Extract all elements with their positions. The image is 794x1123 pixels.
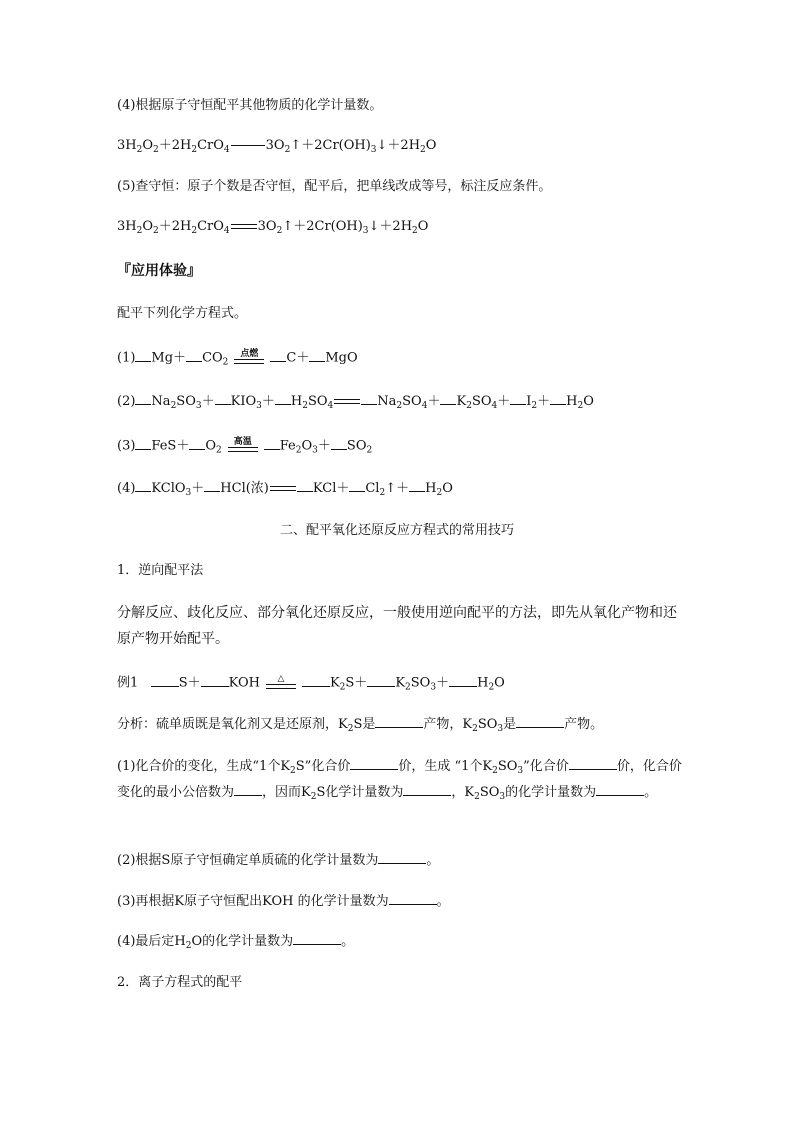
equals-sign bbox=[270, 486, 296, 491]
condition-heat: △ bbox=[266, 673, 296, 693]
question-2: (2)根据S原子守恒确定单质硫的化学计量数为 。 bbox=[117, 853, 440, 868]
single-line-arrow bbox=[231, 145, 265, 146]
example-label: 例1 bbox=[117, 675, 139, 691]
question-3: (3)再根据K原子守恒配出KOH 的化学计量数为 。 bbox=[117, 894, 450, 909]
equals-sign bbox=[231, 224, 257, 229]
equation-final: $3H_2O_2+2H_2CrO_4$ $3O_2↑+2Cr(OH)_3↓+2H_2O$ bbox=[117, 219, 429, 236]
exercise-intro: 配平下列化学方程式。 bbox=[117, 306, 248, 321]
equation-draft: $3H_2O_2+2H_2CrO_4$ $3O_2↑+2Cr(OH)_3↓+2H_2O$ bbox=[117, 138, 437, 155]
exercise-label: (2) bbox=[117, 394, 136, 409]
exercise-label: (4) bbox=[117, 481, 136, 496]
method1-title: 1．逆向配平法 bbox=[117, 563, 204, 578]
exercise-1: (1) $Mg+ CO_2$ 点燃 C＋ MgO bbox=[117, 349, 358, 368]
method2-title: 2．离子方程式的配平 bbox=[117, 975, 243, 990]
example-1: 例1 S＋ KOH △ $K_2S+ K_2SO_3+ H_2O$ bbox=[117, 674, 505, 693]
condition-high-temp: 高温 bbox=[228, 436, 258, 456]
exercise-4: (4) KClO$_3$＋ HCl(浓) $KCl+ Cl_2↑+ H_2O$ bbox=[117, 481, 453, 498]
question-4: (4)最后定$H_2O$的化学计量数为 。 bbox=[117, 934, 355, 951]
step4-text: (4)根据原子守恒配平其他物质的化学计量数。 bbox=[117, 98, 383, 113]
exercise-label: (3) bbox=[117, 438, 136, 454]
question-1: (1)化合价的变化，生成“1个$K_2S$”化合价 价，生成 “1个$K_2SO_3$”化合价 价，化合价变化的最小公倍数为 ，因而$K_2S$化学计量数为 ，$K_2SO_3$的化学计量数为 。 bbox=[117, 759, 682, 802]
equals-sign bbox=[334, 399, 360, 404]
step5-text: (5)查守恒：原子个数是否守恒，配平后，把单线改成等号，标注反应条件。 bbox=[117, 179, 552, 194]
exercise-label: (1) bbox=[117, 350, 136, 366]
condition-ignite: 点燃 bbox=[234, 348, 264, 368]
exercise-3: (3) $FeS+ O_2$ 高温 $Fe_2O_3+ SO_2$ bbox=[117, 437, 373, 456]
section2-title: 二、配平氧化还原反应方程式的常用技巧 bbox=[279, 523, 514, 538]
section-heading: 『应用体验』 bbox=[117, 263, 201, 279]
exercise-2: (2) $Na_2SO_3+ KIO_3+ H_2SO_4$ $Na_2SO_4+ K_2SO_4+ I_2+ H_2O$ bbox=[117, 394, 594, 411]
analysis-text: 分析：硫单质既是氧化剂又是还原剂，$K_2S$是 产物，$K_2SO_3$是 产物。 bbox=[117, 717, 604, 734]
method1-desc: 分解反应、歧化反应、部分氧化还原反应，一般使用逆向配平的方法，即先从氧化产物和还原产物开始配平。 bbox=[117, 605, 677, 647]
